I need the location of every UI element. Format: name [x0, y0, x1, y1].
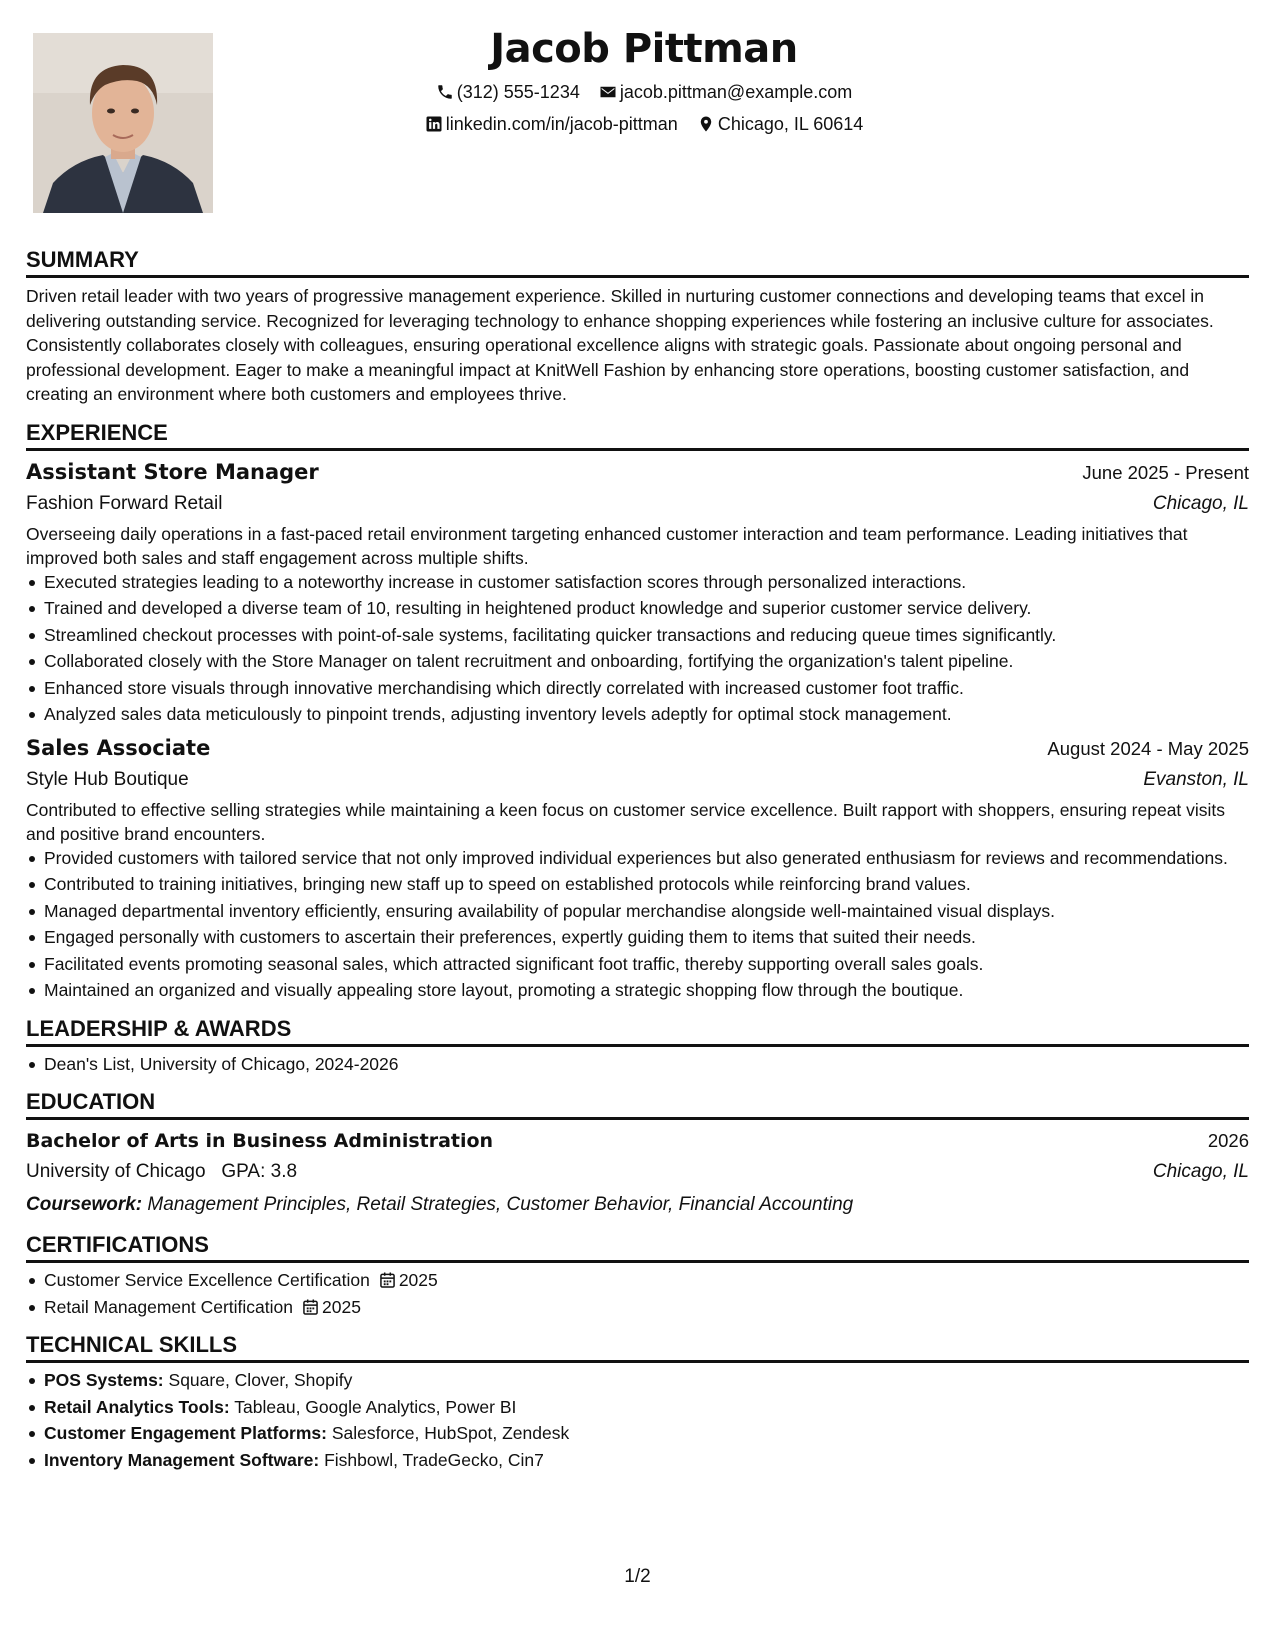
- skill-item: [44, 1422, 1249, 1446]
- job-bullet: Executed strategies leading to a noteworthy increase in customer satisfaction scores through personalized interactions.: [44, 571, 1249, 595]
- job-bullet: Analyzed sales data meticulously to pinpoint trends, adjusting inventory levels adeptly for optimal stock management.: [44, 703, 1249, 727]
- contact-row-1: [240, 76, 1048, 108]
- job-company: Style Hub Boutique: [26, 768, 189, 790]
- job-entry: [26, 457, 1249, 727]
- certification-year: 2025: [322, 1296, 361, 1317]
- graduation-year: 2026: [1207, 1130, 1249, 1151]
- certifications-section: [26, 1231, 1249, 1319]
- phone-icon: [436, 83, 454, 101]
- linkedin-icon: [425, 115, 443, 133]
- job-bullets: [26, 847, 1249, 1003]
- job-bullet: Facilitated events promoting seasonal sales, which attracted significant foot traffic, thereby supporting overall sales goals.: [44, 953, 1249, 977]
- certification-year: 2025: [398, 1270, 438, 1290]
- job-description: Overseeing daily operations in a fast-paced retail environment targeting enhanced customer interaction and team performance. Leading initiatives that improved both sales and staff engagement across multiple shifts.: [26, 523, 1188, 568]
- map-pin-icon: [697, 115, 715, 133]
- skill-value: Tableau, Google Analytics, Power BI: [234, 1396, 517, 1417]
- section-divider: [26, 1360, 1249, 1363]
- job-title: Assistant Store Manager: [26, 459, 319, 484]
- gpa: GPA: 3.8: [221, 1161, 298, 1182]
- certifications-list: [26, 1269, 1249, 1319]
- coursework-list: Management Principles, Retail Strategies, Customer Behavior, Financial Accounting: [147, 1194, 854, 1215]
- leadership-list: [26, 1053, 1249, 1077]
- coursework-label: Coursework:: [26, 1194, 143, 1215]
- certification-name: Retail Management Certification: [44, 1296, 294, 1317]
- summary-text: Driven retail leader with two years of progressive management experience. Skilled in nurturing customer connections and developing teams that excel in delivering outstanding service. Recognized for leveraging technology to enhance shopping experiences while fostering an inclusive culture for associates. Consistently collaborates closely with colleagues, ensuring operational excellence aligns with strategic goals. Passionate about ongoing personal and professional development. Eager to make a meaningful impact at KnitWell Fashion by enhancing store operations, boosting customer satisfaction, and creating an environment where both customers and employees thrive.: [26, 286, 1214, 404]
- job-subheader: [26, 764, 1249, 795]
- leadership-section: [26, 1015, 1249, 1077]
- education-section: [26, 1088, 1249, 1219]
- school-name: University of Chicago: [26, 1161, 206, 1182]
- resume-body: [26, 246, 1249, 1475]
- job-bullet: Collaborated closely with the Store Manager on talent recruitment and onboarding, fortifying the organization's talent pipeline.: [44, 650, 1249, 674]
- email-contact[interactable]: [599, 76, 852, 108]
- section-divider: [26, 1044, 1249, 1047]
- skills-section: [26, 1331, 1249, 1472]
- phone-text: (312) 555-1234: [456, 82, 580, 102]
- email-text[interactable]: jacob.pittman@example.com: [619, 82, 853, 102]
- job-bullet: Contributed to training initiatives, bringing new staff up to speed on established protocols while reinforcing brand values.: [44, 873, 1249, 897]
- candidate-name: Jacob Pittman: [490, 26, 798, 72]
- calendar-icon: [380, 1272, 395, 1288]
- contact-row-2: [240, 108, 1048, 140]
- summary-section: [26, 246, 1249, 407]
- job-location: Chicago, IL: [1152, 492, 1249, 514]
- skill-label: Customer Engagement Platforms:: [44, 1423, 327, 1443]
- education-header: [26, 1126, 1249, 1156]
- job-dates: August 2024 - May 2025: [1047, 737, 1249, 759]
- section-divider: [26, 448, 1249, 451]
- skill-label: POS Systems:: [44, 1370, 164, 1390]
- job-bullet: Trained and developed a diverse team of 10, resulting in heightened product knowledge and superior customer service delivery.: [44, 597, 1249, 621]
- job-bullet: Provided customers with tailored service that not only improved individual experiences but also generated enthusiasm for reviews and recommendations.: [44, 847, 1249, 871]
- job-description: Contributed to effective selling strategies while maintaining a keen focus on customer service excellence. Built rapport with shoppers, ensuring repeat visits and positive brand encounters.: [26, 799, 1226, 844]
- calendar-icon: [303, 1299, 318, 1315]
- job-dates: June 2025 - Present: [1082, 461, 1249, 483]
- certification-item: [44, 1296, 1249, 1320]
- job-entry: [26, 733, 1249, 1003]
- degree-title: Bachelor of Arts in Business Administration: [26, 1130, 494, 1152]
- linkedin-contact[interactable]: [425, 108, 678, 140]
- skill-item: [44, 1396, 1249, 1420]
- skill-item: [44, 1449, 1249, 1473]
- job-bullet: Maintained an organized and visually appealing store layout, promoting a strategic shopping flow through the boutique.: [44, 979, 1249, 1003]
- skill-label: Inventory Management Software:: [44, 1449, 320, 1470]
- job-bullets: [26, 571, 1249, 727]
- resume-header: [240, 22, 1048, 140]
- experience-section: [26, 419, 1249, 1003]
- coursework-line: [26, 1190, 1249, 1219]
- location-text: Chicago, IL 60614: [717, 114, 864, 134]
- job-title: Sales Associate: [26, 735, 211, 760]
- skill-value: Salesforce, HubSpot, Zendesk: [331, 1423, 570, 1443]
- section-title-certifications: CERTIFICATIONS: [26, 1232, 209, 1257]
- job-header: [26, 457, 1249, 488]
- section-title-skills: TECHNICAL SKILLS: [26, 1332, 238, 1357]
- skill-item: [44, 1369, 1249, 1393]
- page-number: 1/2: [624, 1566, 651, 1587]
- linkedin-text[interactable]: linkedin.com/in/jacob-pittman: [445, 114, 678, 134]
- job-bullet: Managed departmental inventory efficiently, ensuring availability of popular merchandise alongside well-maintained visual displays.: [44, 900, 1249, 924]
- phone-contact: [436, 76, 580, 108]
- section-divider: [26, 1260, 1249, 1263]
- job-location: Evanston, IL: [1143, 768, 1249, 790]
- certification-item: [44, 1269, 1249, 1293]
- job-bullet: Streamlined checkout processes with point-of-sale systems, facilitating quicker transactions and reducing queue times significantly.: [44, 624, 1249, 648]
- envelope-icon: [599, 83, 617, 101]
- education-subheader: [26, 1156, 1249, 1187]
- school-location: Chicago, IL: [1152, 1161, 1249, 1182]
- job-bullet: Enhanced store visuals through innovative merchandising which directly correlated with increased customer foot traffic.: [44, 677, 1249, 701]
- profile-photo: [33, 33, 213, 213]
- section-title-education: EDUCATION: [26, 1089, 156, 1114]
- skill-value: Square, Clover, Shopify: [168, 1370, 353, 1390]
- certification-name: Customer Service Excellence Certification: [44, 1270, 370, 1290]
- school-line: [26, 1156, 297, 1187]
- skill-label: Retail Analytics Tools:: [44, 1396, 230, 1417]
- job-subheader: [26, 488, 1249, 519]
- section-title-leadership: LEADERSHIP & AWARDS: [26, 1015, 292, 1041]
- section-title-summary: SUMMARY: [26, 247, 139, 272]
- section-title-experience: EXPERIENCE: [26, 419, 168, 445]
- job-header: [26, 733, 1249, 764]
- section-divider: [26, 1117, 1249, 1120]
- skill-value: Fishbowl, TradeGecko, Cin7: [324, 1449, 544, 1470]
- job-company: Fashion Forward Retail: [26, 492, 223, 514]
- leadership-item: Dean's List, University of Chicago, 2024-2026: [44, 1053, 1249, 1077]
- job-bullet: Engaged personally with customers to ascertain their preferences, expertly guiding them to items that suited their needs.: [44, 926, 1249, 950]
- skills-list: [26, 1369, 1249, 1472]
- section-divider: [26, 275, 1249, 278]
- location-contact: [697, 108, 863, 140]
